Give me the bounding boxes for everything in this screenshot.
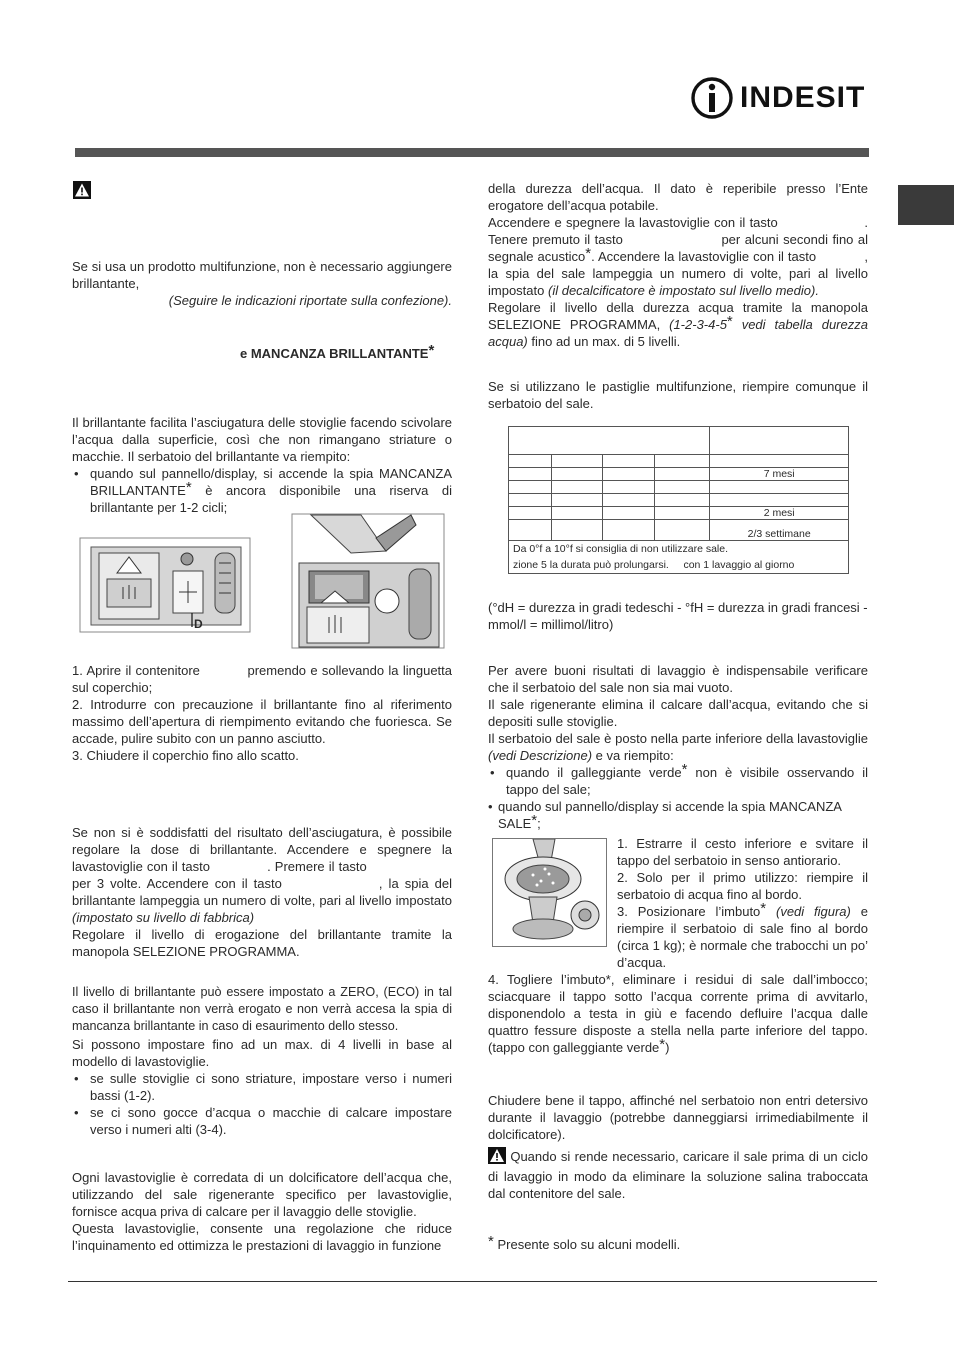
table-cell: 7 mesi (710, 468, 849, 481)
table-note: zione 5 la durata può prolungarsi. con 1 lavaggio al giorno (513, 559, 795, 571)
table-cell: 2/3 settimane (710, 520, 849, 541)
salt-cap-closing: Chiudere bene il tappo, affinché nel serbatoio non entri detersivo durante il lavaggio (potrebbe danneggiarsi irrimediabilmente il dolcificatore). (488, 1093, 868, 1142)
water-hardness-table (508, 426, 849, 574)
rinse-aid-description: Il brillantante facilita l’asciugatura delle stoviglie facendo scivolare l’acqua dalla superficie, così che non rimangano striature o macchie. Il serbatoio del brillantante va riempito: (72, 415, 452, 464)
softener-regulation: Questa lavastoviglie, consente una regolazione che riduce l’inquinamento ed ottimizza le prestazioni di lavaggio in funzione (72, 1221, 452, 1253)
salt-funnel-figure (492, 838, 607, 947)
list-item: • quando sul pannello/display si accende la spia MANCANZA SALE*; (488, 798, 868, 832)
brand-name: INDESIT (740, 81, 866, 114)
brand-logo (690, 76, 870, 120)
figure-label-d: D (194, 617, 203, 631)
salt-step-3: 3. Posizionare l’imbuto* (vedi figura) e riempire il serbatoio di sale fino al bordo (circa 1 kg); è normale che trabocchi un po’ d’acqua. (617, 900, 868, 970)
rinse-aid-dispenser-figure (79, 537, 251, 633)
list-item: • se ci sono gocce d’acqua o macchie di calcare impostare verso i numeri alti (3-4). (72, 1104, 452, 1138)
rinse-aid-knob: Regolare il livello di erogazione del brillantante tramite la manopola SELEZIONE PROGRAMMA. (72, 927, 452, 959)
header-bar (75, 148, 869, 157)
salt-loading-warning: Quando si rende necessario, caricare il sale prima di un ciclo di lavaggio in modo da eliminare la soluzione salina traboccata dal contenitore del sale. (488, 1149, 868, 1201)
package-instructions: (Seguire le indicazioni riportate sulla confezione). (168, 293, 452, 308)
salt-step-2: 2. Solo per il primo utilizzo: riempire il serbatoio di acqua fino al bordo. (617, 870, 868, 902)
salt-step-1: 1. Estrarre il cesto inferiore e svitare il tappo del serbatoio in senso antiorario. (617, 836, 868, 868)
step-3: 3. Chiudere il coperchio fino allo scatto. (72, 748, 299, 763)
hardness-legend: (°dH = durezza in gradi tedeschi - °fH = durezza in gradi francesi - mmol/l = millimol/litro) (488, 600, 868, 632)
list-item: • se sulle stoviglie ci sono striature, impostare verso i numeri bassi (1-2). (72, 1070, 452, 1104)
water-hardness-procedure: Accendere e spegnere la lavastoviglie con il tasto . Tenere premuto il tasto per alcuni secondi fino al segnale acustico*. Accendere la lavastoviglie con il tasto , la spia del sale lampeggia un numero di volte, pari al livello impostato (il decalcificatore è impostato sul livello medio). (488, 215, 869, 298)
asterisk: * (428, 342, 435, 359)
warning-icon (488, 1147, 506, 1168)
footer-rule (68, 1281, 877, 1282)
rinse-aid-heading: e MANCANZA BRILLANTANTE (240, 346, 429, 361)
softener-intro: Ogni lavastoviglie è corredata di un dolcificatore dell’acqua che, utilizzando del sale rigenerante specifico per lavastoviglie, fornisce acqua priva di calcare per il lavaggio delle stoviglie. (72, 1170, 452, 1219)
list-item: • quando sul pannello/display, si accende la spia MANCANZA BRILLANTANTE* è ancora disponibile una riserva di brillantante per 1-2 cicli; (72, 465, 452, 516)
step-2: 2. Introdurre con precauzione il brillantante fino al riferimento massimo dell’apertura di riempimento evitando che fuoriesca. Se accade, pulire subito con un panno asciutto. (72, 697, 452, 746)
logo-i-icon (690, 76, 734, 120)
salt-function: Il sale rigenerante elimina il calcare dall’acqua, evitando che si depositi sulle stoviglie. (488, 697, 868, 729)
salt-location: Il serbatoio del sale è posto nella parte inferiore della lavastoviglie (vedi Descrizione) e va riempito: (488, 731, 868, 763)
rinse-aid-intro: Se si usa un prodotto multifunzione, non è necessario aggiungere brillantante, (72, 259, 452, 291)
water-hardness-knob: Regolare il livello della durezza acqua tramite la manopola SELEZIONE PROGRAMMA, (1-2-3-4-5* vedi tabella durezza acqua) fino ad un max. di 5 livelli. (488, 300, 868, 349)
salt-step-4: 4. Togliere l’imbuto*, eliminare i residui di sale dall’imbocco; sciacquare il tappo sotto l’acqua corrente prima di avvitarlo, disponendolo a testa in giù e facendo defluire l’acqua dalle quattro fessure disposte a stella nella parte inferiore del tappo. (tappo con galleggiante verde*) (488, 972, 868, 1055)
section-tab (898, 185, 954, 225)
table-cell: 2 mesi (710, 507, 849, 520)
rinse-aid-levels: Si possono impostare fino ad un max. di 4 livelli in base al modello di lavastoviglie. (72, 1037, 452, 1069)
table-note: Da 0°f a 10°f si consiglia di non utilizzare sale. (513, 543, 729, 555)
multifunction-tablets: Se si utilizzano le pastiglie multifunzione, riempire comunque il serbatoio del sale. (488, 379, 868, 411)
water-hardness-source: della durezza dell’acqua. Il dato è reperibile presso l’Ente erogatore dell’acqua potabile. (488, 181, 868, 213)
footnote-asterisk: * (488, 1233, 494, 1250)
rinse-aid-dosage: Se non si è soddisfatti del risultato dell’asciugatura, è possibile regolare la dose di brillantante. Accendere e spegnere la lavastoviglie con il tasto . Premere il tasto per 3 volte. Accendere con il tasto , la spia del brillantante lampeggia un numero di volte, pari al livello impostato (impostato su livello di fabbrica) (72, 825, 452, 925)
warning-icon (73, 181, 91, 204)
rinse-aid-zero: Il livello di brillantante può essere impostato a ZERO, (ECO) in tal caso il brillantante non verrà erogato e non verrà accesa la spia di mancanza brillantante in caso di esaurimento dello stesso. (72, 985, 452, 1033)
step-1: 1. Aprire il contenitore premendo e sollevando la linguetta sul coperchio; (72, 663, 453, 695)
list-item: • quando il galleggiante verde* non è visibile osservando il tappo del sale; (488, 764, 868, 798)
footnote: Presente solo su alcuni modelli. (497, 1237, 681, 1252)
rinse-aid-filling-figure (291, 513, 445, 649)
salt-importance: Per avere buoni risultati di lavaggio è indispensabile verificare che il serbatoio del sale non sia mai vuoto. (488, 663, 868, 695)
